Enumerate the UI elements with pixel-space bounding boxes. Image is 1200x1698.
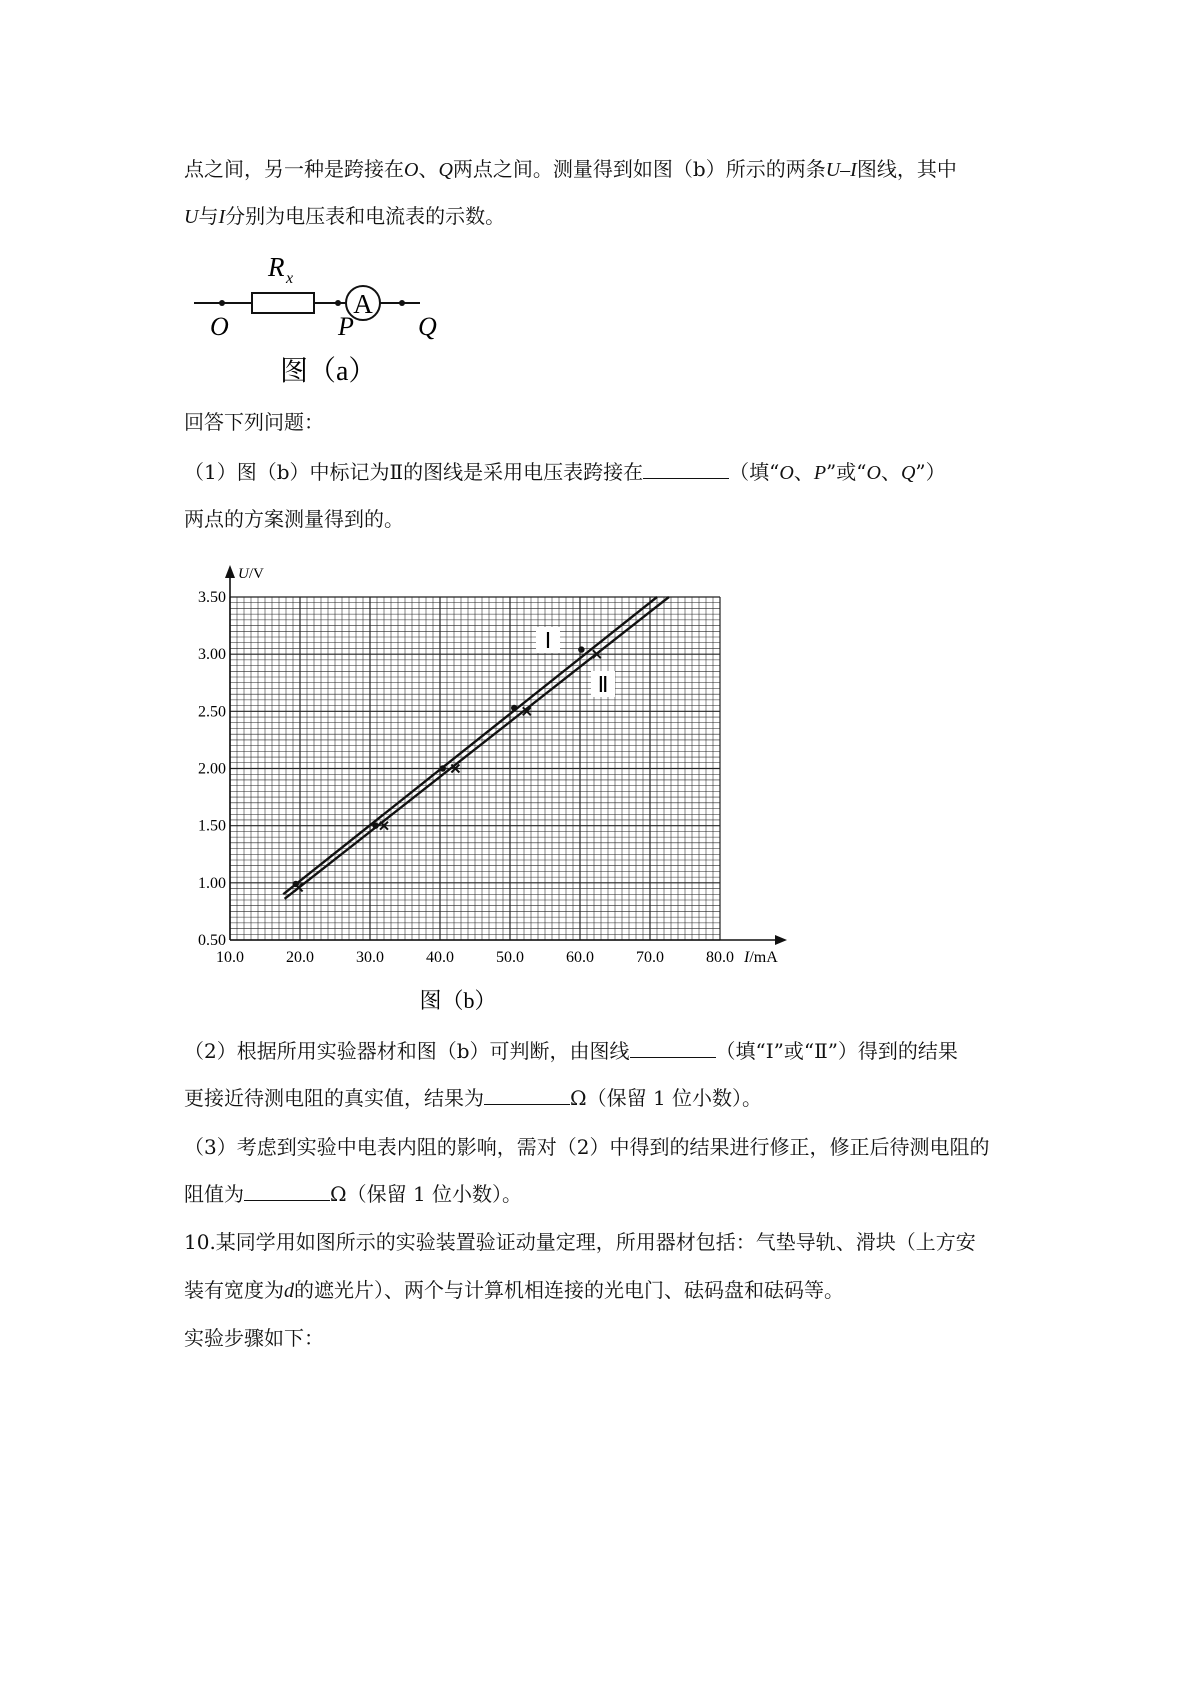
answer-intro: 回答下列问题： bbox=[184, 410, 324, 434]
x-tick-label: 50.0 bbox=[496, 949, 524, 966]
series-label-2: Ⅱ bbox=[597, 672, 609, 697]
node-O-label: O bbox=[210, 312, 229, 341]
y-tick-label: 3.50 bbox=[198, 589, 226, 606]
steps-heading: 实验步骤如下： bbox=[184, 1326, 324, 1350]
y-axis-arrow bbox=[225, 565, 235, 578]
text-span: 、 bbox=[793, 460, 814, 484]
ammeter-label: A bbox=[353, 289, 373, 319]
problem-10-line-1: 10.某同学用如图所示的实验装置验证动量定理，所用器材包括：气垫导轨、滑块（上方安 bbox=[184, 1230, 976, 1254]
text-span: （1）图（b）中标记为Ⅱ的图线是采用电压表跨接在 bbox=[184, 460, 644, 484]
y-tick-label: 3.00 bbox=[198, 646, 226, 664]
resistor-subscript: x bbox=[286, 270, 294, 287]
text-span: （填“Ⅰ”或“Ⅱ”）得到的结果 bbox=[715, 1039, 958, 1063]
y-axis-unit: /V bbox=[248, 566, 264, 582]
data-point-series-1 bbox=[511, 705, 517, 711]
y-tick-label: 2.50 bbox=[198, 703, 226, 721]
y-tick-label: 2.00 bbox=[198, 760, 226, 778]
text-span: 点之间，另一种是跨接在 bbox=[184, 157, 404, 181]
text-span: 分别为电压表和电流表的示数。 bbox=[225, 204, 506, 228]
data-point-series-1 bbox=[440, 765, 446, 771]
question-3-line-2 bbox=[184, 1180, 522, 1208]
text-span: 更接近待测电阻的真实值，结果为 bbox=[184, 1086, 484, 1110]
question-3-line-1: （3）考虑到实验中电表内阻的影响，需对（2）中得到的结果进行修正，修正后待测电阻的 bbox=[184, 1135, 990, 1159]
var-O: O bbox=[779, 462, 794, 484]
figure-b-caption: 图（b） bbox=[419, 988, 497, 1013]
x-axis-unit: /mA bbox=[749, 949, 778, 966]
resistor-label: R bbox=[268, 252, 285, 282]
problem-10-line-2 bbox=[184, 1276, 844, 1305]
x-axis-arrow bbox=[775, 935, 787, 945]
var-Q: Q bbox=[438, 159, 453, 181]
var-O: O bbox=[866, 462, 881, 484]
x-axis-var: I bbox=[744, 949, 750, 966]
node-Q-label: Q bbox=[418, 312, 437, 341]
x-tick-label: 80.0 bbox=[706, 949, 734, 966]
var-d: d bbox=[284, 1280, 294, 1302]
question-2-line-1 bbox=[184, 1037, 958, 1065]
answer-blank-q3[interactable] bbox=[244, 1180, 330, 1201]
y-axis-var: U bbox=[238, 566, 249, 582]
node-P-label: P bbox=[338, 312, 354, 341]
y-tick-label: 1.00 bbox=[198, 874, 226, 892]
text-span: 、 bbox=[418, 157, 439, 181]
y-tick-label: 1.50 bbox=[198, 817, 226, 835]
text-span: 图线，其中 bbox=[856, 157, 957, 181]
x-axis-label bbox=[743, 949, 778, 966]
text-span: ”或“ bbox=[826, 460, 867, 484]
x-tick-label: 20.0 bbox=[286, 949, 314, 966]
text-span: 与 bbox=[198, 204, 219, 228]
text-span: 阻值为 bbox=[184, 1182, 244, 1206]
x-tick-label: 70.0 bbox=[636, 949, 664, 966]
var-UI: U–I bbox=[825, 159, 857, 181]
y-tick-label: 0.50 bbox=[198, 932, 226, 949]
text-span: （填“ bbox=[729, 460, 780, 484]
text-span: ”） bbox=[915, 460, 946, 484]
answer-blank-q2a[interactable] bbox=[630, 1037, 716, 1058]
text-span: 、 bbox=[880, 460, 901, 484]
var-O: O bbox=[404, 159, 419, 181]
x-tick-label: 40.0 bbox=[426, 949, 454, 966]
text-span: 装有宽度为 bbox=[184, 1278, 284, 1302]
answer-blank-q2b[interactable] bbox=[484, 1084, 570, 1105]
text-span: 两点之间。测量得到如图（b）所示的两条 bbox=[452, 157, 826, 181]
question-2-line-2 bbox=[184, 1084, 762, 1112]
text-span: Ω（保留 1 位小数）。 bbox=[570, 1086, 763, 1110]
var-I: I bbox=[218, 206, 226, 228]
var-Q: Q bbox=[900, 462, 916, 484]
question-1-line-2: 两点的方案测量得到的。 bbox=[184, 507, 404, 531]
y-axis-label bbox=[238, 566, 264, 582]
x-tick-label: 60.0 bbox=[566, 949, 594, 966]
data-point-series-1 bbox=[578, 646, 584, 652]
var-P: P bbox=[813, 462, 827, 484]
series-label-1: Ⅰ bbox=[544, 628, 552, 653]
figure-a-caption: 图（a） bbox=[280, 356, 377, 387]
var-U: U bbox=[184, 206, 199, 228]
text-span: （2）根据所用实验器材和图（b）可判断，由图线 bbox=[184, 1039, 630, 1063]
x-tick-label: 10.0 bbox=[216, 949, 244, 966]
x-tick-label: 30.0 bbox=[356, 949, 384, 966]
text-span: Ω（保留 1 位小数）。 bbox=[330, 1182, 523, 1206]
text-span: 的遮光片）、两个与计算机相连接的光电门、砝码盘和砝码等。 bbox=[294, 1278, 844, 1302]
